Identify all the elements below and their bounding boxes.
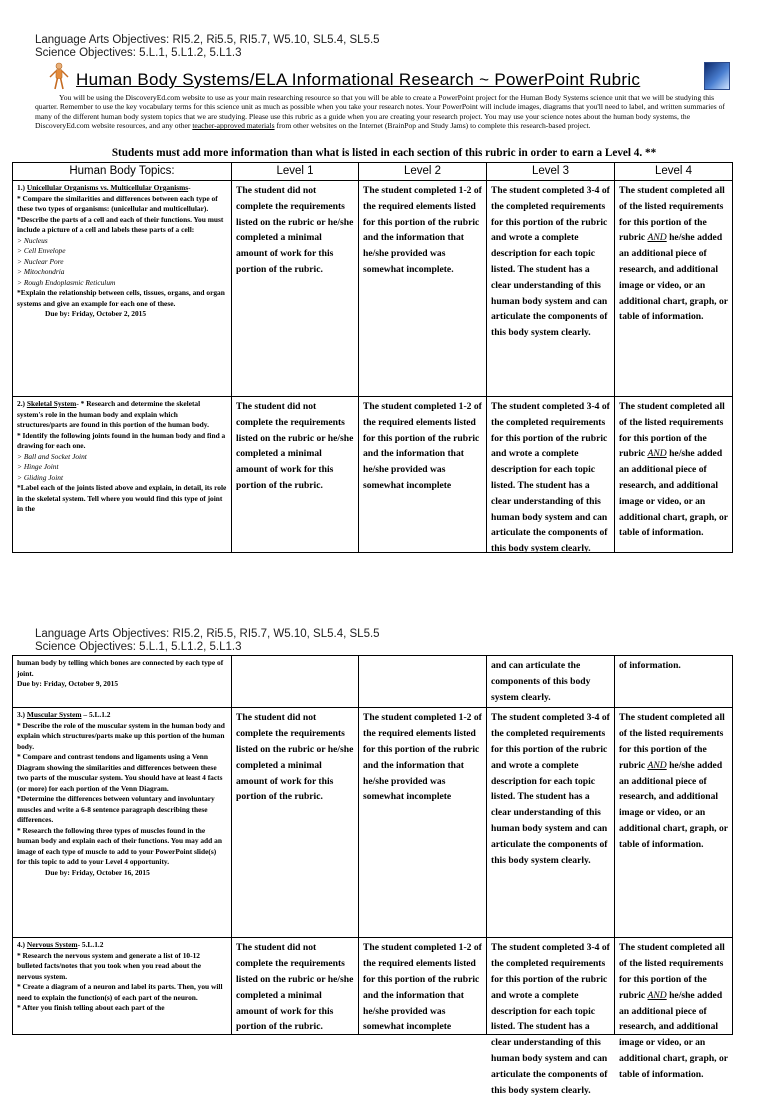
level-4-and: AND — [647, 232, 667, 244]
table-row — [13, 397, 733, 553]
header-level-2: Level 2 — [359, 163, 487, 181]
language-arts-objectives: Language Arts Objectives: RI5.2, Ri5.5, RI5.7, W5.10, SL5.4, SL5.5 — [35, 34, 380, 46]
header-level-3: Level 3 — [487, 163, 615, 181]
science-objectives: Science Objectives: 5.L.1, 5.L1.2, 5.L1.3 — [35, 47, 242, 59]
level-4-and: AND — [647, 448, 667, 460]
table-row — [13, 656, 733, 708]
topic-name: Muscular System — [26, 710, 82, 720]
topic-cell-muscular — [13, 708, 232, 938]
level-4-wrap — [619, 940, 728, 1080]
topic-bullet: * Create a diagram of a neuron and label its parts. Then, you will need to explain the function(s) of each part of the neuron. — [17, 982, 223, 1002]
level-4-cell — [615, 181, 733, 397]
level-4-text-end: he/she added an additional piece of research, and additional image or video, or an additional chart, graph, or table of information. — [619, 448, 728, 539]
level-2-text: The student completed 1-2 of the required elements listed for this portion of the rubric and the information that he/she provided was somewhat incomplete — [363, 942, 482, 1033]
header-level-1: Level 1 — [232, 163, 359, 181]
level-3-cell: The student completed 3-4 of the completed requirements for this portion of the rubric and wrote a complete description for each topic listed. The student has a clear understanding of this human body system and can articulate the components of this body system clearly. — [487, 181, 615, 397]
topic-suffix: - 5.L.1.2 — [77, 940, 104, 950]
table-row — [13, 938, 733, 1035]
list-item: > Cell Envelope — [17, 246, 66, 255]
table-row — [13, 181, 733, 397]
list-item: > Hinge Joint — [17, 462, 59, 471]
rubric-page-2 — [0, 620, 768, 1096]
level-4-and: AND — [647, 989, 667, 1001]
level-2-cell: The student completed 1-2 of the required elements listed for this portion of the rubric and the information that he/she provided was somewhat incomplete — [359, 708, 487, 938]
header-level-4: Level 4 — [615, 163, 733, 181]
level-1-cell — [232, 938, 359, 1035]
topic-suffix: - — [188, 183, 191, 192]
rubric-table — [12, 162, 733, 553]
science-objectives: Science Objectives: 5.L.1, 5.L1.2, 5.L1.3 — [35, 641, 242, 653]
level-1-cell: The student did not complete the requirements listed on the rubric or he/she completed a minimal amount of work for this portion of the rubric. — [232, 181, 359, 397]
level-4-cell — [615, 938, 733, 1080]
topic-cell-skeletal-continued — [13, 656, 232, 708]
topic-number: 4.) — [17, 940, 27, 950]
level-2-cell — [359, 656, 487, 708]
list-item: > Gliding Joint — [17, 472, 64, 482]
table-header-row — [13, 163, 733, 181]
level-4-text-end: he/she added an additional piece of research, and additional image or video, or an additional chart, graph, or table of information. — [619, 989, 728, 1080]
topic-name: Nervous System — [26, 940, 78, 950]
due-date: Due by: Friday, October 2, 2015 — [45, 309, 147, 318]
language-arts-objectives: Language Arts Objectives: RI5.2, Ri5.5, RI5.7, W5.10, SL5.4, SL5.5 — [35, 628, 380, 640]
topic-bullet: * Compare the similarities and differences between each type of these two types of organisms: (unicellular and multicellular). — [17, 193, 218, 213]
due-date: Due by: Friday, October 9, 2015 — [17, 679, 119, 688]
page-title: Human Body Systems/ELA Informational Research ~ PowerPoint Rubric — [76, 70, 641, 89]
intro-text: You will be using the DiscoveryEd.com website to use as your main researching resource so that you will be able to create a PowerPoint project for the Human Body Systems science unit that we will be studying this quarter. Remember to use the key vocabulary terms for this science unit as much as possible when you take your research notes. Your PowerPoint will include images, diagrams that you'll need to label, and written summaries of many of the different human body system topics that we are studying. Please use this rubric as a guide when you are creating your research project. You may use your science notes about the human body systems, the DiscoveryEd.com website resources, and any other — [35, 93, 725, 131]
topic-bullet: *Explain the relationship between cells, tissues, organs, and organ systems and give an example for each one of these. — [17, 288, 225, 308]
topic-bullet: * Describe the role of the muscular system in the human body and explain which structures/parts make up this portion of the human body. — [17, 720, 225, 751]
topic-cell-skeletal — [13, 397, 232, 553]
level-4-and: AND — [647, 759, 667, 771]
topic-bullet: * Research the following three types of muscles found in the human body and explain each of their functions. You may add an image of each type of muscle to add to your PowerPoint slide(s) for this topic to add to your Level 4 opportunity. — [17, 825, 222, 867]
topic-suffix: – 5.L.1.2 — [81, 710, 111, 720]
level-3-cell — [487, 938, 615, 1096]
level-4-text: The student completed all of the listed requirements for this portion of the rubric — [619, 942, 725, 1001]
topic-number: 3.) — [17, 710, 27, 720]
level-1-cell: The student did not complete the requirements listed on the rubric or he/she completed a minimal amount of work for this portion of the rubric. — [232, 397, 359, 553]
level-4-text: The student completed all of the listed requirements for this portion of the rubric — [619, 712, 725, 771]
objectives-block — [35, 628, 380, 654]
topic-continuation: human body by telling which bones are connected by each type of joint. — [17, 658, 224, 678]
list-item: > Mitochondria — [17, 267, 65, 276]
level4-notice: Students must add more information than what is listed in each section of this rubric in order to earn a Level 4. ** — [111, 147, 657, 159]
topic-bullet: * After you finish telling about each part of the — [17, 1003, 165, 1013]
level-3-text: The student completed 3-4 of the completed requirements for this portion of the rubric and wrote a complete description for each topic listed. The student has a clear understanding of this human body system and can articulate the components of this body system clearly. — [491, 401, 610, 555]
intro-paragraph — [35, 93, 732, 131]
level-1-cell: The student did not complete the requirements listed on the rubric or he/she completed a minimal amount of work for this portion of the rubric. — [232, 708, 359, 938]
header-topics: Human Body Topics: — [13, 163, 232, 181]
list-item: > Nuclear Pore — [17, 256, 64, 266]
level-3-cell: The student completed 3-4 of the completed requirements for this portion of the rubric and wrote a complete description for each topic listed. The student has a clear understanding of this human body system and can articulate the components of this body system clearly. — [487, 708, 615, 938]
level-2-cell — [359, 938, 487, 1035]
page-gap — [0, 560, 768, 620]
teacher-approved-link[interactable]: teacher-approved materials — [192, 121, 275, 131]
level-3-cell — [487, 397, 615, 553]
topic-cell-unicellular — [13, 181, 232, 397]
topic-bullet: *Determine the differences between voluntary and involuntary muscles and write a 6-8 sentence paragraph describing these differences. — [17, 794, 215, 825]
level-4-cell — [615, 708, 733, 938]
level-4-text: The student completed all of the listed requirements for this portion of the rubric — [619, 185, 725, 244]
title-row — [44, 62, 734, 92]
level-4-cell: of information. — [615, 656, 733, 708]
topic-number: 2.) — [17, 399, 27, 408]
level-3-cell: and can articulate the components of this body system clearly. — [487, 656, 615, 708]
rubric-table-continued — [12, 655, 733, 1096]
topic-bullet: *Describe the parts of a cell and each of their functions. You must include a picture of a cell and labels these parts of a cell: — [17, 214, 224, 234]
table-row — [13, 708, 733, 938]
level-4-cell — [615, 397, 733, 553]
topic-name: Skeletal System — [26, 399, 77, 408]
level-4-wrap — [619, 399, 728, 550]
objectives-block — [35, 34, 380, 60]
head-scan-icon — [704, 62, 730, 90]
level-3-text: The student completed 3-4 of the completed requirements for this portion of the rubric and wrote a complete description for each topic listed. The student has a clear understanding of this human body system and can articulate the components of this body system clearly. — [491, 942, 610, 1096]
due-date: Due by: Friday, October 16, 2015 — [45, 867, 150, 877]
list-item: > Rough Endoplasmic Reticulum — [17, 277, 116, 287]
topic-name: Unicellular Organisms vs. Multicellular Organisms — [26, 183, 189, 192]
topic-number: 1.) — [17, 183, 27, 192]
level-4-text-end: he/she added an additional piece of research, and additional image or video, or an additional chart, graph, or table of information. — [619, 759, 728, 850]
level-4-text: The student completed all of the listed requirements for this portion of the rubric — [619, 401, 725, 460]
topic-bullet: *Label each of the joints listed above and explain, in detail, its role in the skeletal system. Tell where you would find this type of joint in the — [17, 483, 227, 513]
intro-text-end: from other websites on the Internet (BrainPop and Study Jams) to complete this research-based project. — [274, 121, 591, 131]
topic-bullet: * Identify the following joints found in the human body and find a drawing for each one. — [17, 430, 226, 450]
list-item: > Nucleus — [17, 235, 48, 245]
human-body-icon — [48, 62, 70, 90]
list-item: > Ball and Socket Joint — [17, 451, 87, 461]
level-4-text-end: he/she added an additional piece of research, and additional image or video, or an additional chart, graph, or table of information. — [619, 232, 728, 323]
level-2-cell: The student completed 1-2 of the required elements listed for this portion of the rubric and the information that he/she provided was somewhat incomplete — [359, 397, 487, 553]
level-1-text: The student did not complete the requirements listed on the rubric or he/she completed a minimal amount of work for this portion of the rubric. — [236, 942, 354, 1033]
topic-bullet: * Research the nervous system and generate a list of 10-12 bulleted facts/notes that you took when you read about the nervous system. — [17, 950, 202, 981]
topic-cell-nervous — [13, 938, 232, 1035]
level-2-cell: The student completed 1-2 of the required elements listed for this portion of the rubric and the information that he/she provided was somewhat incomplete. — [359, 181, 487, 397]
topic-bullet: * Compare and contrast tendons and ligaments using a Venn Diagram showing the similarities and differences between these two parts of the muscular system. You should have at least 4 facts (or more) for each portion of the Venn Diagram. — [17, 752, 223, 793]
level-1-cell — [232, 656, 359, 708]
topic-suffix: - * Research and determine the skeletal system's role in the human body and explain which structures/parts are found in this portion of the human body. — [17, 399, 209, 429]
